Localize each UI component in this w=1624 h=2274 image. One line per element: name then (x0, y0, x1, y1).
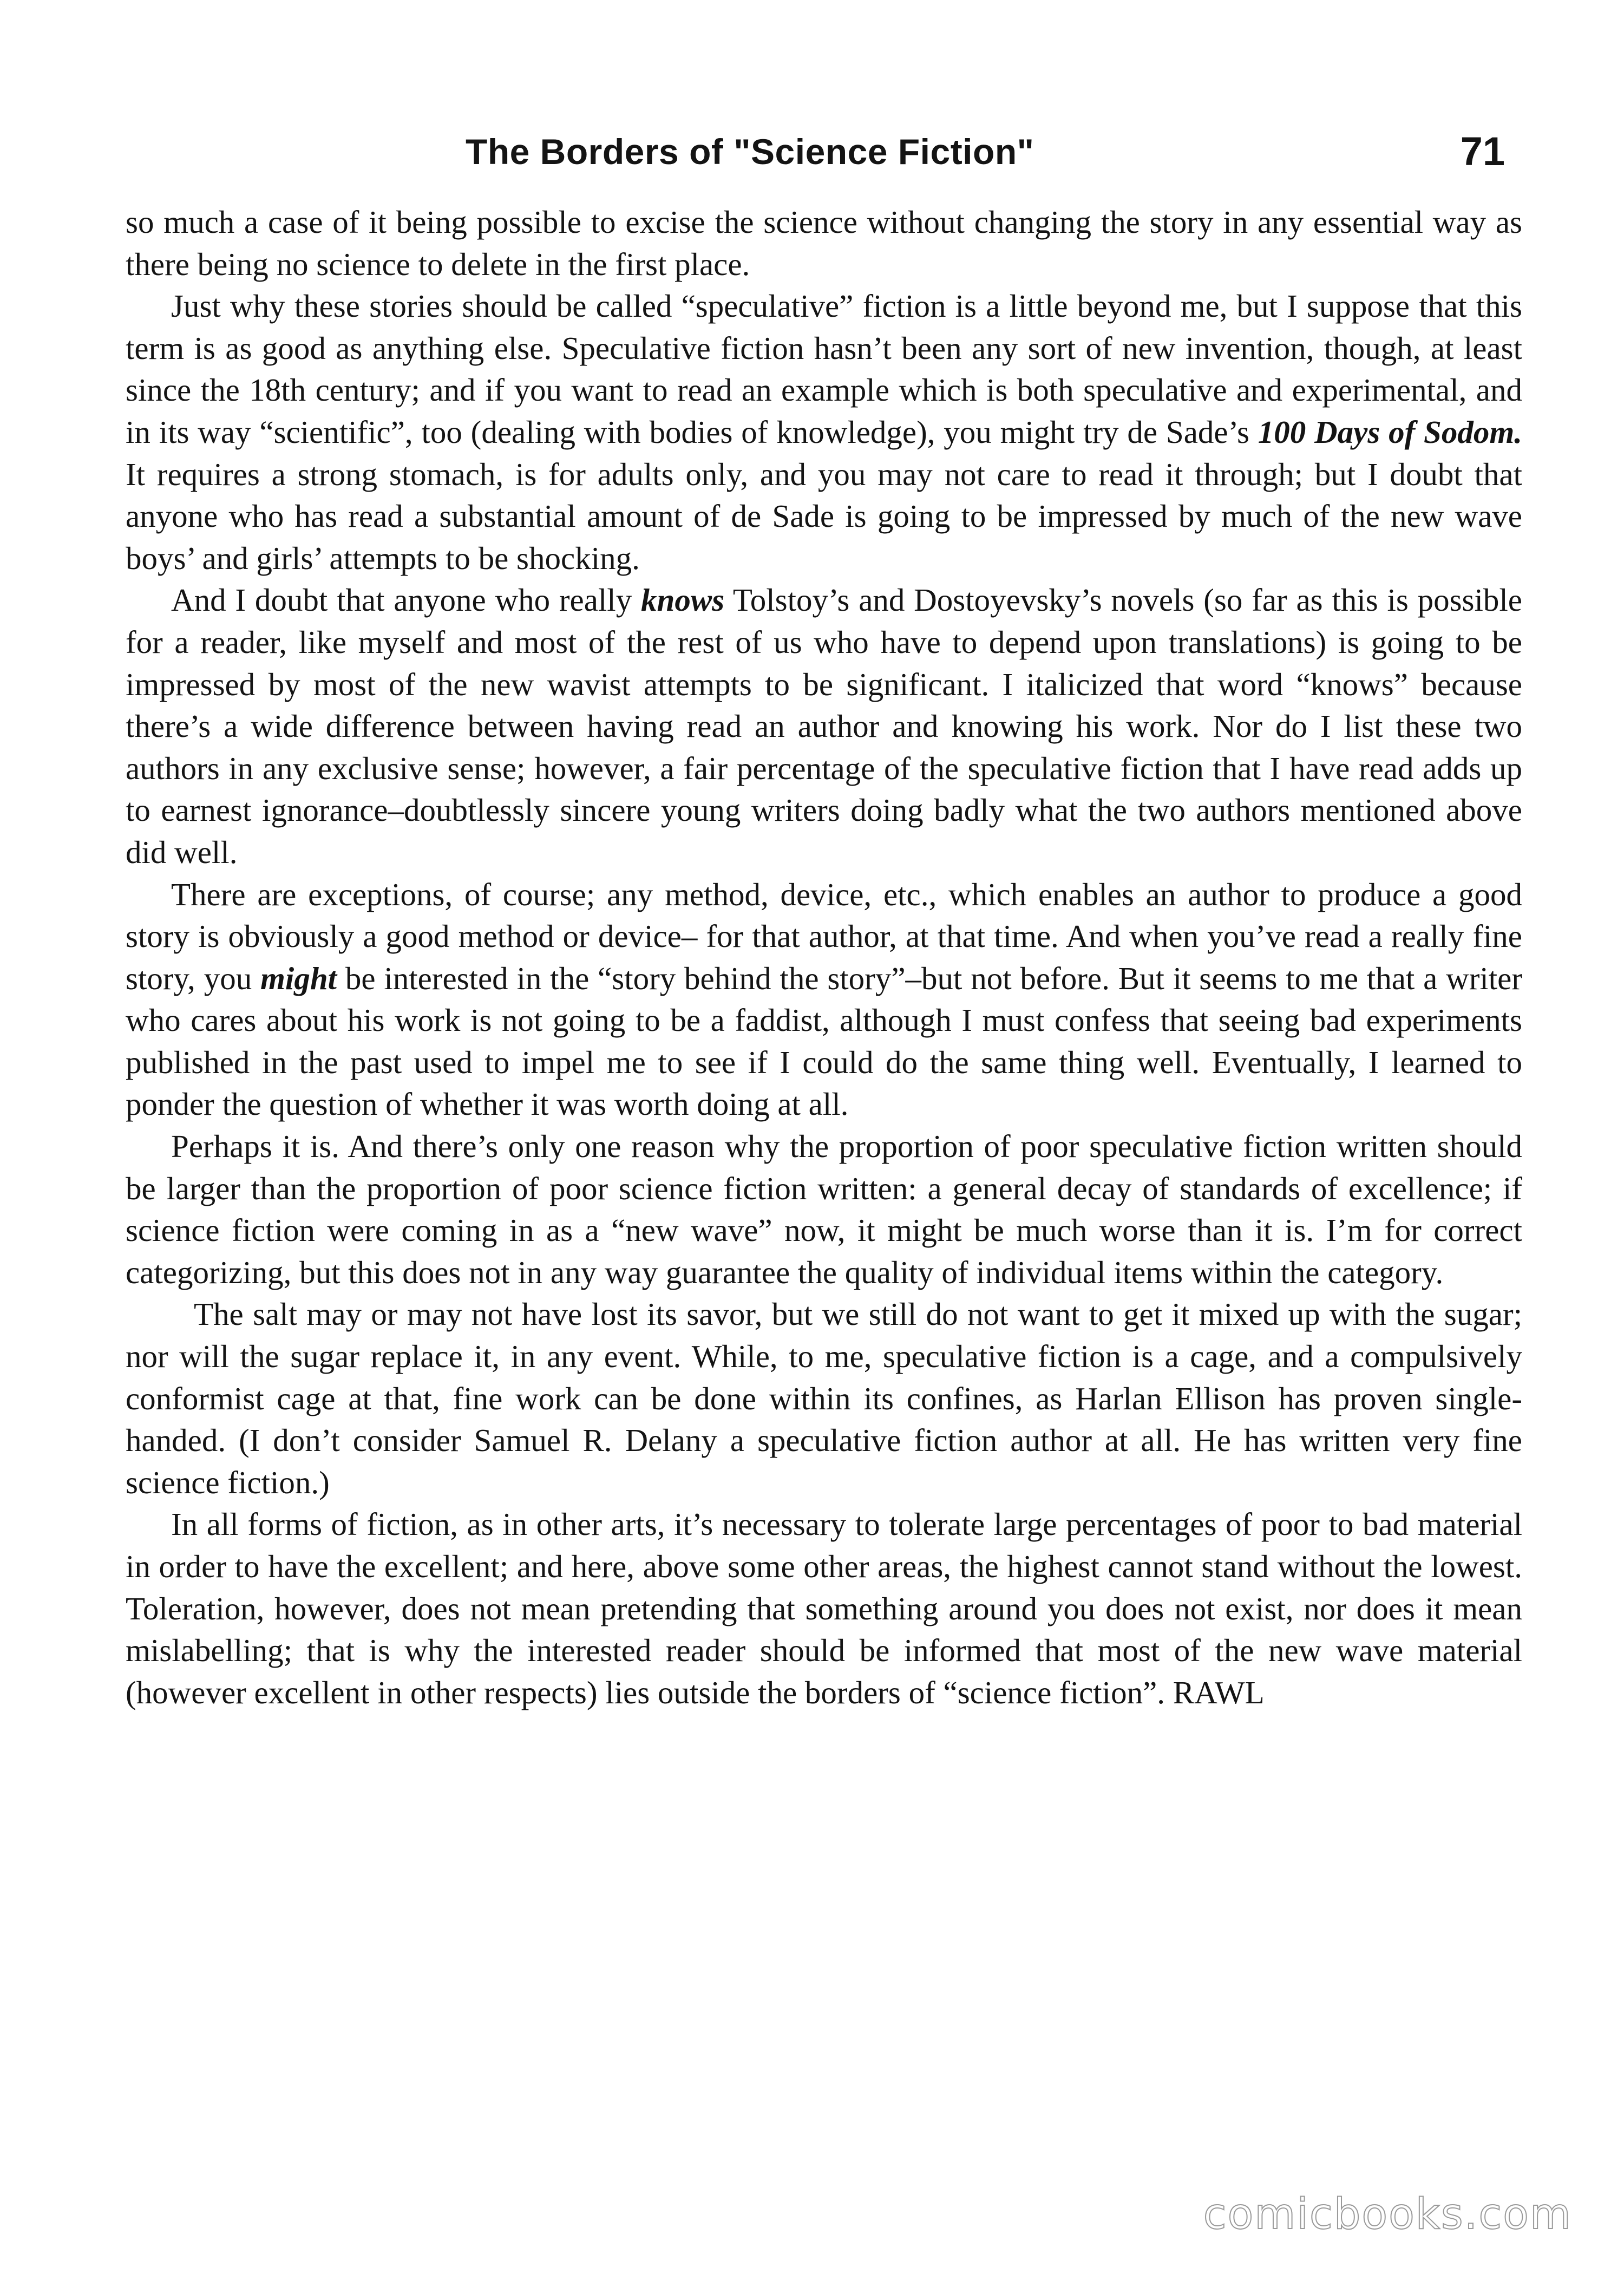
italic-text: might (260, 960, 337, 996)
italic-text: knows (641, 582, 725, 618)
running-title: The Borders of "Science Fiction" (466, 132, 1034, 172)
watermark-logo: comicbooks.com (1203, 2190, 1572, 2239)
body-paragraph (126, 1293, 1522, 1504)
body-paragraph (126, 874, 1522, 1126)
paragraph-text: so much a case of it being possible to excise the science without changing the story in any essential way as there being no science to delete in the first place. (126, 204, 1522, 282)
paragraph-text: It requires a strong stomach, is for adults only, and you may not care to read it through; but I doubt that anyone who has read a substantial amount of de Sade is going to be impressed by much of the new wave boys’ and girls’ attempts to be shocking. (126, 456, 1522, 576)
paragraph-text: And I doubt that anyone who really (171, 582, 641, 618)
body-paragraph (126, 1504, 1522, 1714)
body-paragraph (126, 579, 1522, 873)
italic-text: 100 Days of Sodom. (1258, 414, 1522, 450)
page-header (125, 122, 1521, 187)
body-paragraph (126, 285, 1522, 579)
paragraph-text: Perhaps it is. And there’s only one reason why the proportion of poor speculative fiction written should be larger than the proportion of poor science fiction written: a general decay of standards of excellence; if science fiction were coming in as a “new wave” now, it might be much worse than it is. I’m for correct categorizing, but this does not in any way guarantee the quality of individual items within the category. (126, 1128, 1522, 1290)
body-paragraph (126, 1126, 1522, 1293)
paragraph-text: Just why these stories should be called “speculative” fiction is a little beyond me, but I suppose that this term is as good as anything else. Speculative fiction hasn’t been any sort of new invention, though, at least since the 18th century; and if you want to read an example which is both speculative and experimental, and in its way “scientific”, too (dealing with bodies of knowledge), you might try de Sade’s (126, 288, 1522, 450)
paragraph-text: In all forms of fiction, as in other arts, it’s necessary to tolerate large percentages of poor to bad material in order to have the excellent; and here, above some other areas, the highest cannot stand without the lowest. Toleration, however, does not mean pretending that something around you does not exist, nor does it mean mislabelling; that is why the interested reader should be informed that most of the new wave material (however excellent in other respects) lies outside the borders of “science fiction”. RAWL (126, 1506, 1522, 1710)
paragraph-text: be interested in the “story behind the story”–but not before. But it seems to me that a writer who cares about his work is not going to be a faddist, although I must confess that seeing bad experiments published in the past used to impel me to see if I could do the same thing well. Eventually, I learned to ponder the question of whether it was worth doing at all. (126, 960, 1522, 1122)
page-number: 71 (1460, 129, 1505, 174)
paragraph-text: The salt may or may not have lost its savor, but we still do not want to get it mixed up with the sugar; nor will the sugar replace it, in any event. While, to me, speculative fiction is a cage, and a compulsively conformist cage at that, fine work can be done within its confines, as Harlan Ellison has proven single-handed. (I don’t consider Samuel R. Delany a speculative fiction author at all. He has written very fine science fiction.) (126, 1296, 1522, 1500)
paragraph-text: There are exceptions, of course; any method, device, etc., which enables an author to produce a good story is obviously a good method or device– for that author, at that time. And when you’ve read a really fine story, you (126, 876, 1522, 996)
body-paragraph (126, 201, 1522, 285)
paragraph-text: Tolstoy’s and Dostoyevsky’s novels (so far as this is possible for a reader, like myself and most of the rest of us who have to depend upon translations) is going to be impressed by most of the new wavist attempts to be significant. I italicized that word “knows” because there’s a wide difference between having read an author and knowing his work. Nor do I list these two authors in any exclusive sense; however, a fair percentage of the speculative fiction that I have read adds up to earnest ignorance–doubtlessly sincere young writers doing badly what the two authors mentioned above did well. (126, 582, 1522, 870)
article-body (126, 201, 1522, 1714)
